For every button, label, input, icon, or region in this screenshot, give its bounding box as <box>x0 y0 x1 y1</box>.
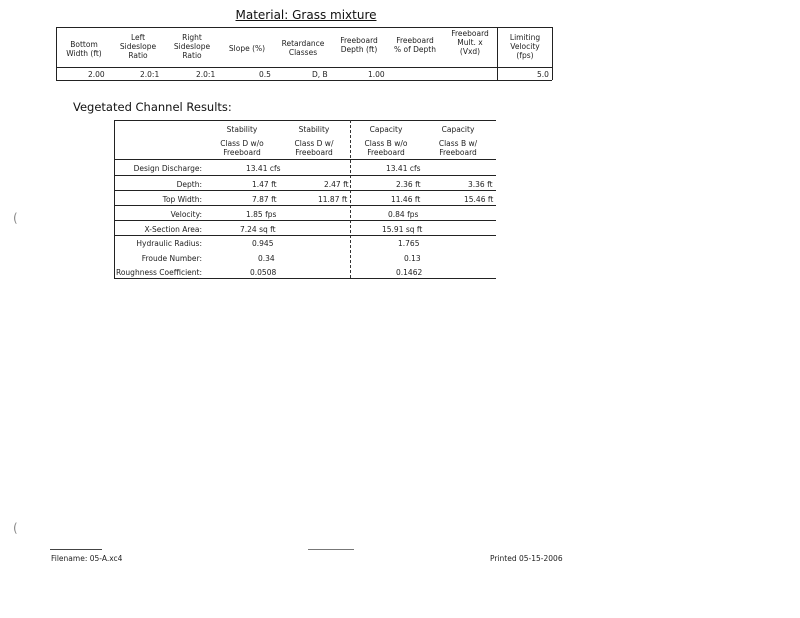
group-header-3: Capacity <box>369 125 403 134</box>
cell-r4-c1: 1.85 fps <box>246 210 277 219</box>
scan-mark-top: ( <box>13 211 18 225</box>
cell-r6-c3: 1.765 <box>398 239 420 248</box>
header-right-sideslope: Right Sideslope Ratio <box>173 33 211 60</box>
cell-r3-c1: 7.87 ft <box>252 195 277 204</box>
header-retardance: Retardance Classes <box>281 39 325 57</box>
sub-header-2: Class D w/ Freeboard <box>294 139 334 157</box>
header-left-sideslope: Left Sideslope Ratio <box>119 33 157 60</box>
cell-r1-c1: 13.41 cfs <box>246 164 281 173</box>
cell-r6-c1: 0.945 <box>252 239 274 248</box>
value-right-sideslope: 2.0:1 <box>196 70 216 79</box>
footer-printed: Printed 05-15-2006 <box>490 554 563 563</box>
cell-r7-c1: 0.34 <box>258 254 275 263</box>
sub-header-1: Class D w/o Freeboard <box>220 139 264 157</box>
cell-r2-c3: 2.36 ft <box>396 180 421 189</box>
cell-r8-c1: 0.0508 <box>250 268 277 277</box>
header-freeboard-mult: Freeboard Mult. x (Vxd) <box>451 29 489 56</box>
header-bottom-width: Bottom Width (ft) <box>66 40 102 58</box>
cell-r3-c3: 11.46 ft <box>391 195 421 204</box>
header-freeboard-percent: Freeboard % of Depth <box>394 36 436 54</box>
row-label-design-discharge: Design Discharge: <box>133 164 202 173</box>
material-title: Material: Grass mixture <box>235 8 377 22</box>
header-slope: Slope (%) <box>228 44 266 53</box>
value-retardance: D, B <box>312 70 328 79</box>
group-header-2: Stability <box>298 125 330 134</box>
cell-r2-c2: 2.47 ft <box>324 180 349 189</box>
cell-r5-c3: 15.91 sq ft <box>382 225 423 234</box>
value-left-sideslope: 2.0:1 <box>140 70 160 79</box>
row-label-velocity: Velocity: <box>170 210 202 219</box>
cell-r8-c3: 0.1462 <box>396 268 423 277</box>
group-header-4: Capacity <box>441 125 475 134</box>
cell-r7-c3: 0.13 <box>404 254 421 263</box>
cell-r5-c1: 7.24 sq ft <box>240 225 276 234</box>
row-label-hydraulic-radius: Hydraulic Radius: <box>136 239 202 248</box>
row-label-top-width: Top Width: <box>162 195 202 204</box>
value-bottom-width: 2.00 <box>88 70 105 79</box>
row-label-x-section-area: X-Section Area: <box>144 225 202 234</box>
results-title: Vegetated Channel Results: <box>73 100 232 114</box>
cell-r3-c4: 15.46 ft <box>464 195 494 204</box>
sub-header-3: Class B w/o Freeboard <box>364 139 408 157</box>
cell-r2-c1: 1.47 ft <box>252 180 277 189</box>
group-header-1: Stability <box>226 125 258 134</box>
header-limiting-velocity: Limiting Velocity (fps) <box>509 33 541 60</box>
footer-filename: Filename: 05-A.xc4 <box>51 554 123 563</box>
scan-mark-bottom: ( <box>13 521 18 535</box>
cell-r1-c3: 13.41 cfs <box>386 164 421 173</box>
value-limiting-velocity: 5.0 <box>537 70 549 79</box>
sub-header-4: Class B w/ Freeboard <box>438 139 478 157</box>
cell-r2-c4: 3.36 ft <box>468 180 493 189</box>
row-label-depth: Depth: <box>176 180 202 189</box>
row-label-roughness-coefficient: Roughness Coefficient: <box>115 268 202 277</box>
value-slope: 0.5 <box>259 70 271 79</box>
cell-r4-c3: 0.84 fps <box>388 210 419 219</box>
row-label-froude-number: Froude Number: <box>141 254 202 263</box>
header-freeboard-depth: Freeboard Depth (ft) <box>340 36 378 54</box>
cell-r3-c2: 11.87 ft <box>318 195 348 204</box>
value-freeboard-depth: 1.00 <box>368 70 385 79</box>
